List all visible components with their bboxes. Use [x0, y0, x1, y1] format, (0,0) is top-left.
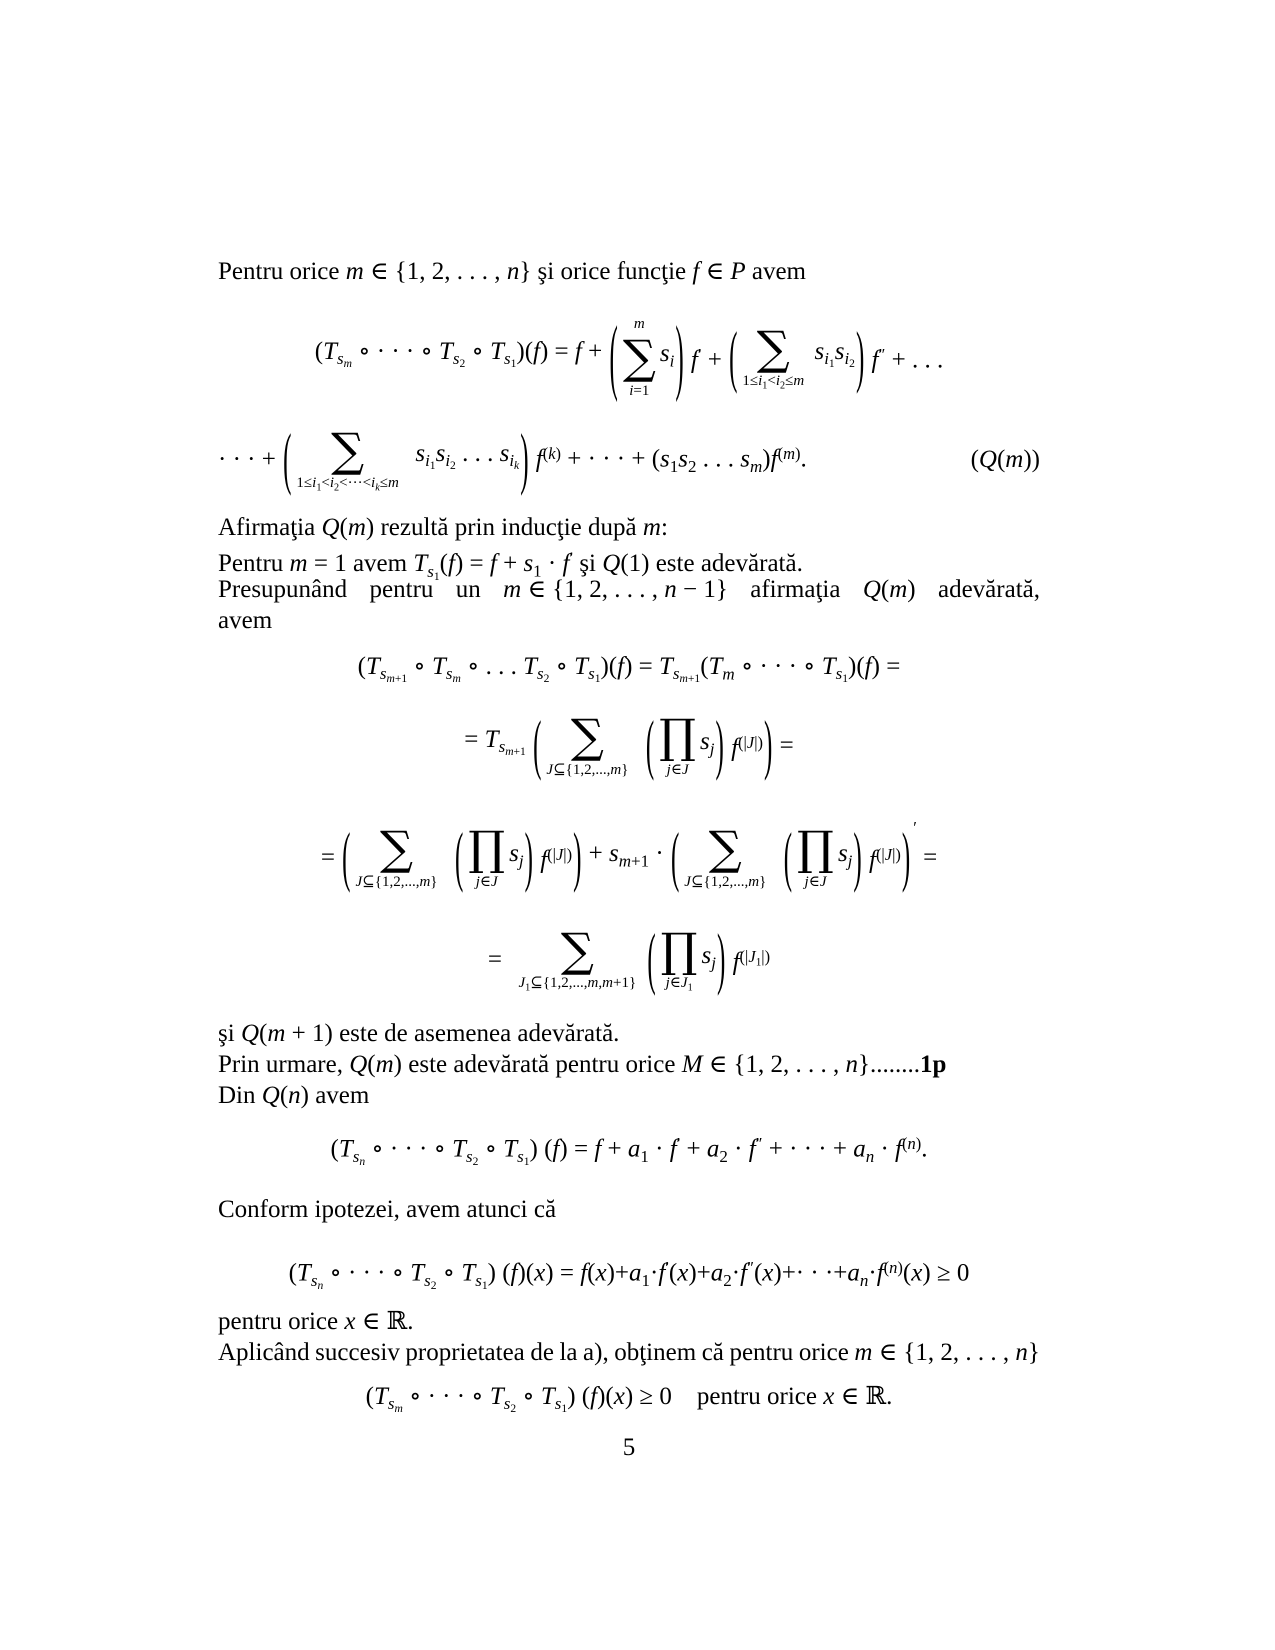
paragraph-affirmation: Afirmaţia Q(m) rezultă prin inducţie după m: — [218, 514, 668, 541]
paragraph-conform-ipotezei: Conform ipotezei, avem atunci că — [218, 1196, 557, 1223]
equation-sum-merged: = ∑ $J_1⊆\{1,2,...,m,m+1\}$ ( ∏ $j\in J_1$ $s_j$ ) $f^{(|J_1|)}$ — [487, 922, 771, 998]
paragraph-for-all-x: pentru orice x ∈ ℝ. — [218, 1308, 414, 1335]
intro-paragraph: Pentru orice m ∈ {1, 2, . . . , n} şi orice funcţie f ∈ P avem — [218, 258, 806, 285]
equation-qm-second-line-body: · · · + ( ∑ $1\le i_1<i_2<\cdot\cdot\cdot<i_k\le m$ $s_{i_1}s_{i_2}$ . . . $s_{i_k}$ ) $f^{(k)}$ + · · · + ($s_1s_2$ . . . $s_m)f^{(m)}$. — [218, 422, 807, 498]
paragraph-conclusion-1p: Prin urmare, Q(m) este adevărată pentru orice M ∈ {1, 2, . . . , n}........1p — [218, 1051, 947, 1078]
equation-t-sm1-applied-to-sum: = $T_{s_{m+1}}$ ( ∑ J⊆{1,2,...,m} ( ∏ j∈J $s_j$ ) $f^{(|J|)}$ ) = — [464, 709, 794, 783]
paragraph-induction-hypothesis: Presupunând pentru un m ∈ {1, 2, . . . , n − 1} afirmaţia Q(m) adevărată, — [218, 576, 1040, 603]
paragraph-qm1-true: şi Q(m + 1) este de asemenea adevărată. — [218, 1020, 620, 1047]
equation-sum-split: = ( ∑ J⊆{1,2,...,m} ( ∏ j∈J $s_j$ ) $f^{(|J|)}$ ) + $s_{m+1}$ · ( ∑ J⊆{1,2,...,m} ( ∏ j∈J $s_j$ ) $f^{(|J|)}$ ) ′ = — [320, 818, 938, 895]
paragraph-base-case: Pentru m = 1 avem $T_{s_1}(f) = f + s_1 \cdot f'$ şi Q(1) este adevărată. — [218, 549, 803, 583]
equation-composition-expansion: ($T_{s_{m+1}}$ ∘ $T_{s_m}$ ∘ . . . $T_{s_2}$ ∘ $T_{s_1})(f) = T_{s_{m+1}}(T_m$ ∘ · · · ∘ $T_{s_1})(f)$ = — [357, 652, 901, 686]
paragraph-aplicand: Aplicând succesiv proprietatea de la a), obţinem că pentru orice m ∈ {1, 2, . . . , n} — [218, 1339, 1040, 1366]
equation-final: ($T_{s_m}$ ∘ · · · ∘ $T_{s_2}$ ∘ $T_{s_1}$) (f)(x) ≥ 0 pentru orice x ∈ ℝ. — [365, 1382, 893, 1416]
equation-qm-first-line: ($T_{s_m}$ ∘ · · · ∘ $T_{s_2}$ ∘ $T_{s_1})(f) = f$ + ( m ∑ i=1 $s_i$ ) f′ + ( ∑ $1\le i_1<i_2\le m$ $s_{i_1}s_{i_2}$ ) f″ + . . . — [314, 312, 944, 404]
paragraph-avem: avem — [218, 607, 273, 634]
equation-tag-qm: (Q(m)) — [970, 446, 1040, 473]
page-number: 5 — [622, 1434, 636, 1461]
equation-qm-second-line — [218, 408, 1040, 512]
equation-nonnegative-evaluation: ($T_{s_n}$ ∘ · · · ∘ $T_{s_2}$ ∘ $T_{s_1}$) $(f)(x) = f(x)+a_1\cdot f'(x)+a_2\cdot f''(x)+\cdot \cdot \cdot+a_n\cdot f^{(n)}(x) \ge 0$ — [288, 1258, 970, 1292]
equation-qn-expansion: ($T_{s_n}$ ∘ · · · ∘ $T_{s_2}$ ∘ $T_{s_1}$) $(f) = f + a_1 \cdot f' + a_2 \cdot f''$ + · · · + $a_n \cdot f^{(n)}$. — [330, 1134, 928, 1168]
paragraph-din-qn: Din Q(n) avem — [218, 1082, 370, 1109]
